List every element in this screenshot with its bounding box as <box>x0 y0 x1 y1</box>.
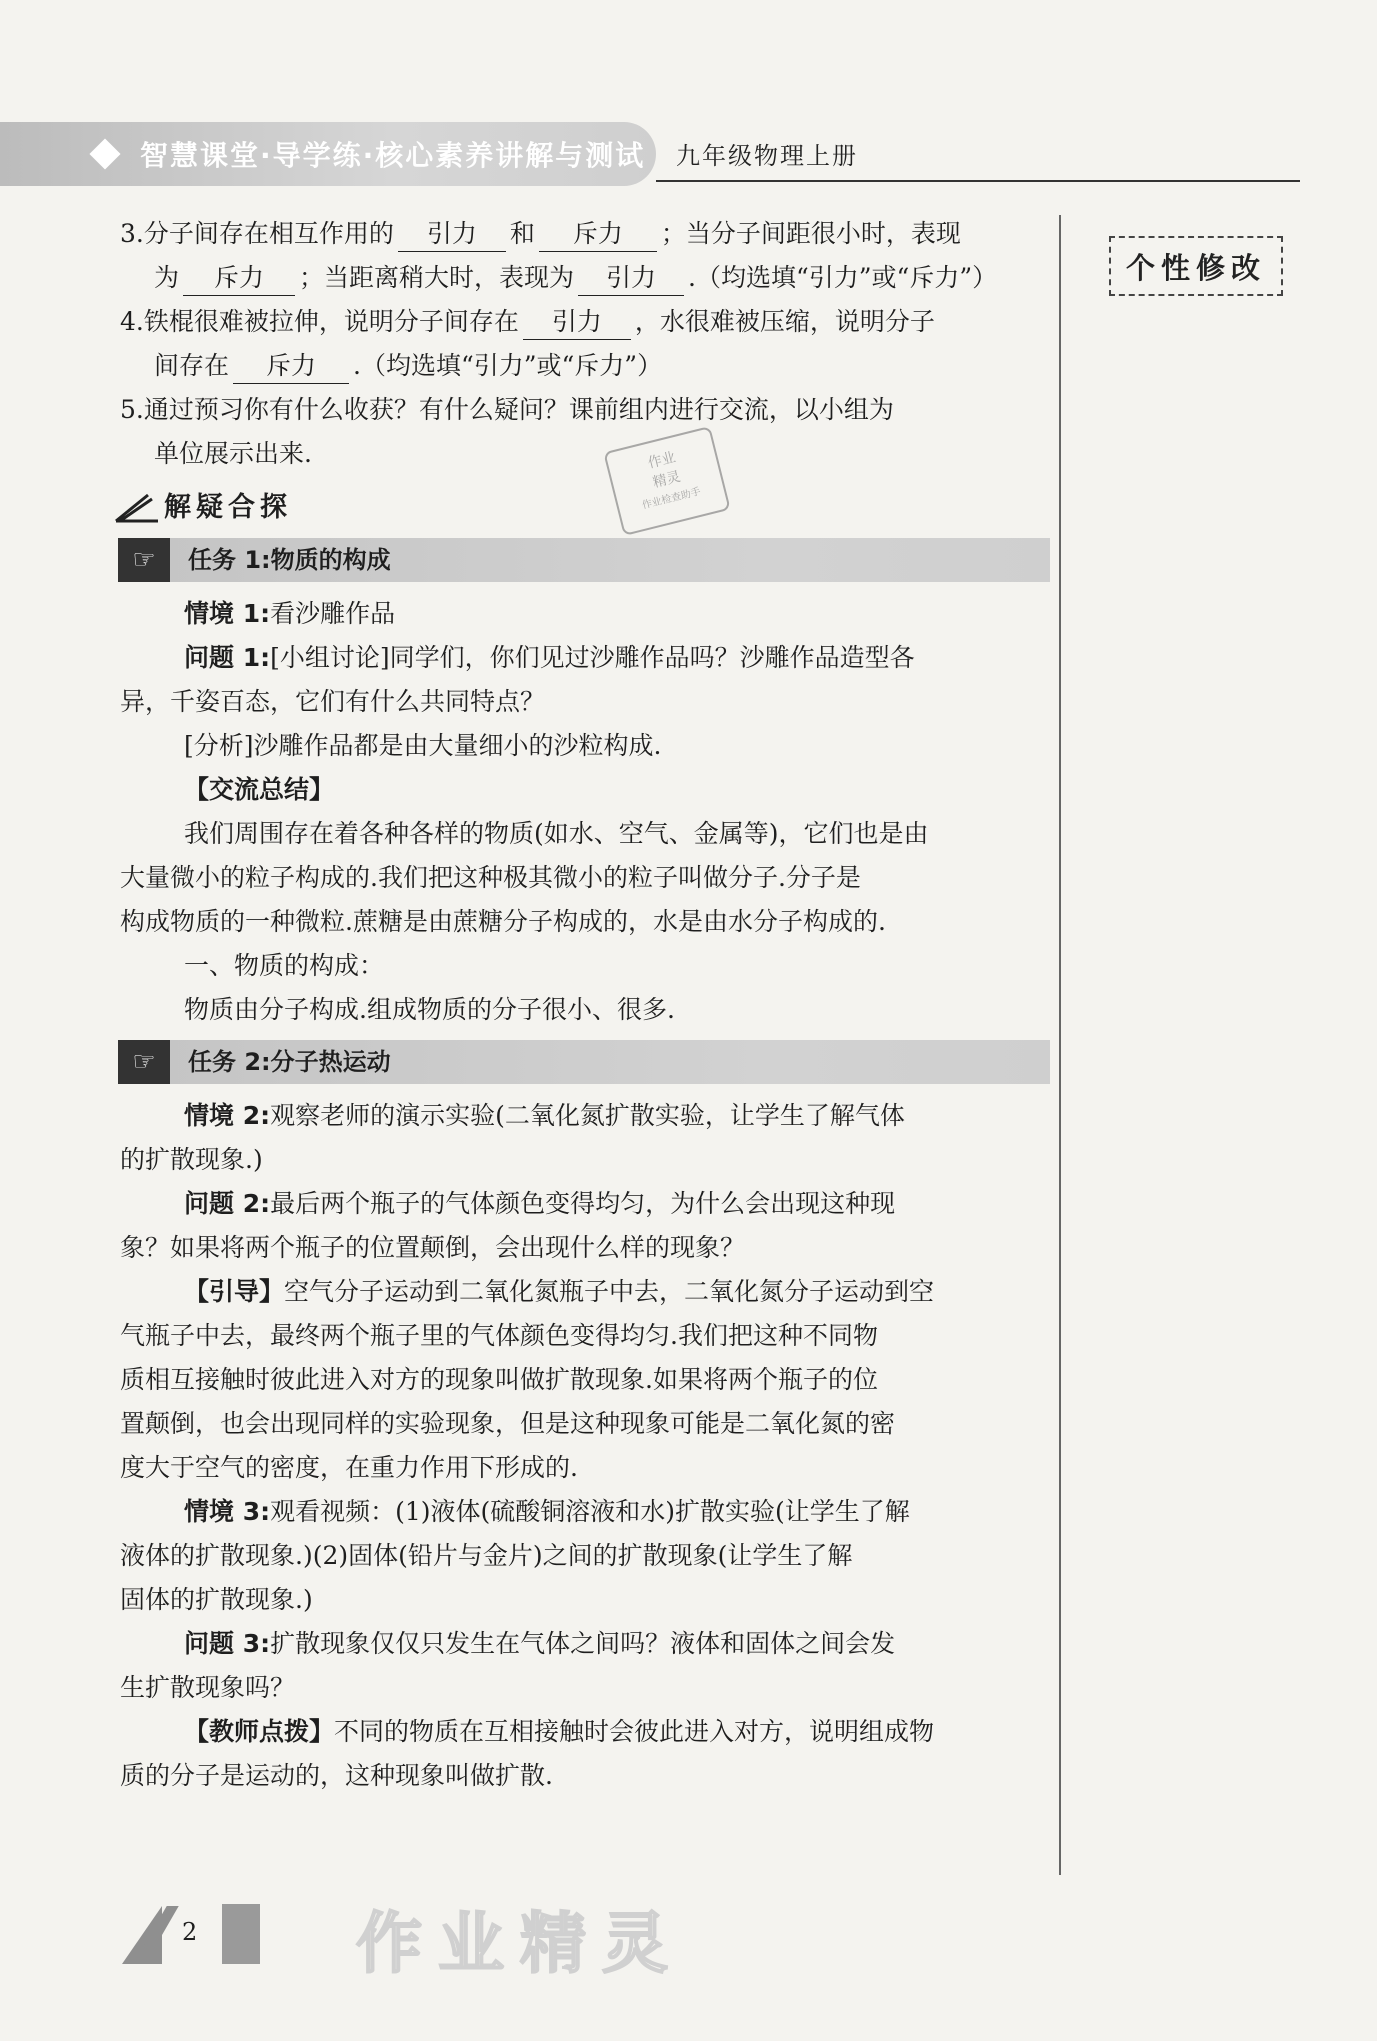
guide-line: 质相互接触时彼此进入对方的现象叫做扩散现象.如果将两个瓶子的位 <box>120 1365 878 1394</box>
question-3-task: 问题 3:扩散现象仅仅只发生在气体之间吗？液体和固体之间会发 <box>184 1629 896 1658</box>
main-content <box>120 212 1050 1798</box>
personal-edit-box: 个性修改 <box>1109 236 1283 296</box>
pen-strokes-icon <box>114 493 158 523</box>
scene-3-cont: 固体的扩散现象.) <box>120 1585 313 1614</box>
task-1-bar <box>118 538 1050 582</box>
footer-block <box>222 1904 260 1964</box>
scene-3: 情境 3:观看视频：(1)液体(硫酸铜溶液和水)扩散实验(让学生了解 <box>184 1497 910 1526</box>
summary-line: 大量微小的粒子构成的.我们把这种极其微小的粒子叫做分子.分子是 <box>120 863 861 892</box>
page-number: 2 <box>182 1918 198 1946</box>
grade-label: 九年级物理上册 <box>676 142 858 170</box>
scene-1: 情境 1:看沙雕作品 <box>184 599 396 628</box>
scene-3-cont: 液体的扩散现象.)(2)固体(铅片与金片)之间的扩散现象(让学生了解 <box>120 1541 853 1570</box>
question-2: 问题 2:最后两个瓶子的气体颜色变得均匀，为什么会出现这种现 <box>184 1189 896 1218</box>
answer-blank: 斥力 <box>183 261 295 296</box>
teacher-tip: 【教师点拨】不同的物质在互相接触时会彼此进入对方，说明组成物 <box>184 1717 935 1746</box>
header-rule <box>656 180 1300 182</box>
question-2-cont: 象？如果将两个瓶子的位置颠倒，会出现什么样的现象？ <box>120 1233 746 1262</box>
diamond-icon <box>89 138 120 169</box>
pointing-hand-icon: ☞ <box>118 1040 170 1084</box>
guide-line: 度大于空气的密度，在重力作用下形成的. <box>120 1453 578 1482</box>
header-band <box>0 122 656 186</box>
answer-blank: 引力 <box>523 305 631 340</box>
guide-line: 气瓶子中去，最终两个瓶子里的气体颜色变得均匀.我们把这种不同物 <box>120 1321 878 1350</box>
scene-2-cont: 的扩散现象.) <box>120 1145 263 1174</box>
question-3: 3.分子间存在相互作用的 引力 和 斥力 ；当分子间距很小时，表现 <box>120 212 1050 256</box>
column-divider <box>1059 215 1061 1875</box>
task-2-bar <box>118 1040 1050 1084</box>
answer-blank: 引力 <box>398 217 506 252</box>
guide-line: 置颠倒，也会出现同样的实验现象，但是这种现象可能是二氧化氮的密 <box>120 1409 896 1438</box>
section-title: 解疑合探 <box>164 492 292 523</box>
watermark: 作业精灵 <box>356 1905 684 1982</box>
answer-blank: 斥力 <box>539 217 657 252</box>
point-text: 物质由分子构成.组成物质的分子很小、很多. <box>184 995 675 1024</box>
task-1-title: 任务 1:物质的构成 <box>188 546 391 574</box>
teacher-tip-cont: 质的分子是运动的，这种现象叫做扩散. <box>120 1761 553 1790</box>
book-title: 智慧课堂·导学练·核心素养讲解与测试 <box>140 139 646 172</box>
question-5: 5.通过预习你有什么收获？有什么疑问？课前组内进行交流，以小组为 <box>120 395 894 424</box>
summary-line: 构成物质的一种微粒.蔗糖是由蔗糖分子构成的，水是由水分子构成的. <box>120 907 886 936</box>
question-5-cont: 单位展示出来. <box>154 439 312 468</box>
summary-line: 我们周围存在着各种各样的物质(如水、空气、金属等)，它们也是由 <box>184 819 929 848</box>
question-1-cont: 异，千姿百态，它们有什么共同特点？ <box>120 687 546 716</box>
question-1: 问题 1:[小组讨论]同学们，你们见过沙雕作品吗？沙雕作品造型各 <box>184 643 915 672</box>
summary-label: 【交流总结】 <box>184 775 335 804</box>
guide: 【引导】空气分子运动到二氧化氮瓶子中去，二氧化氮分子运动到空 <box>184 1277 935 1306</box>
answer-blank: 引力 <box>578 261 684 296</box>
answer-blank: 斥力 <box>233 349 349 384</box>
question-3-cont: 为 斥力 ；当距离稍大时，表现为 引力 .（均选填“引力”或“斥力”） <box>120 256 1050 300</box>
scene-2: 情境 2:观察老师的演示实验(二氧化氮扩散实验，让学生了解气体 <box>184 1101 905 1130</box>
task-2-title: 任务 2:分子热运动 <box>188 1048 391 1076</box>
section-heading <box>114 486 1050 530</box>
question-4-cont: 间存在 斥力 .（均选填“引力”或“斥力”） <box>120 344 1050 388</box>
point-title: 一、物质的构成： <box>184 951 385 980</box>
stamp-seal: 作业 精灵 作业检查助手 <box>603 426 731 536</box>
pointing-hand-icon: ☞ <box>118 538 170 582</box>
question-3-task-cont: 生扩散现象吗？ <box>120 1673 296 1702</box>
question-4: 4.铁棍很难被拉伸，说明分子间存在 引力 ，水很难被压缩，说明分子 <box>120 300 1050 344</box>
analysis: [分析]沙雕作品都是由大量细小的沙粒构成. <box>184 731 662 760</box>
